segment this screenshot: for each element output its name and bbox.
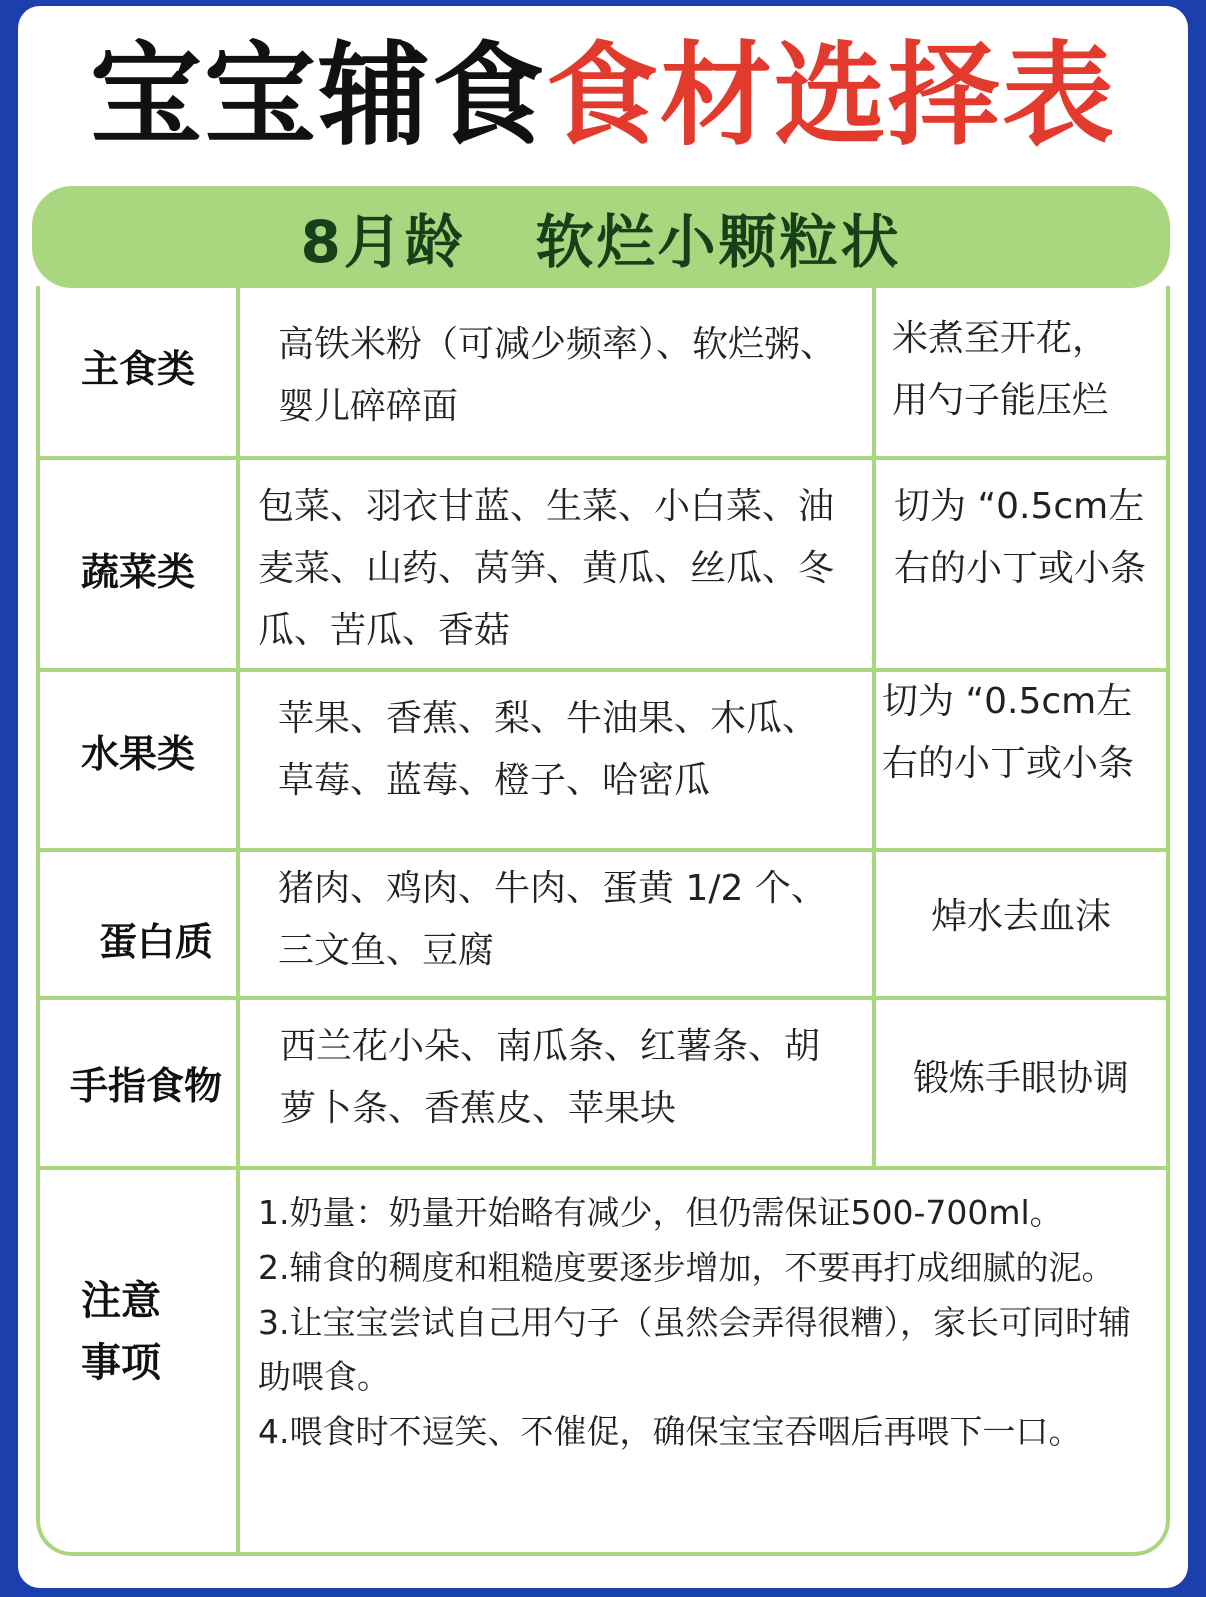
category-notes: 注意事项 <box>81 1278 161 1386</box>
food-table <box>36 286 1170 1556</box>
foods-staple: 高铁米粉（可减少频率）、软烂粥、婴儿碎碎面 <box>278 324 837 427</box>
category-fruits: 水果类 <box>80 732 195 776</box>
note-item: 3.让宝宝尝试自己用勺子（虽然会弄得很糟），家长可同时辅助喂食。 <box>258 1302 1131 1397</box>
note-item: 1.奶量：奶量开始略有减少，但仍需保证500-700ml。 <box>258 1193 1063 1232</box>
tip-finger-food: 锻炼手眼协调 <box>912 1058 1129 1099</box>
title-black: 宝宝辅食 <box>90 31 546 161</box>
category-protein: 蛋白质 <box>98 920 213 964</box>
foods-finger-food: 西兰花小朵、南瓜条、红薯条、胡萝卜条、香蕉皮、苹果块 <box>280 1026 821 1129</box>
tip-protein: 焯水去血沫 <box>930 896 1111 937</box>
age-banner <box>32 186 1170 288</box>
divider-row-4 <box>40 996 1166 1000</box>
foods-protein: 猪肉、鸡肉、牛肉、蛋黄 1/2 个、三文鱼、豆腐 <box>278 868 827 971</box>
divider-col-2 <box>872 286 876 1166</box>
divider-row-5 <box>40 1166 1166 1170</box>
divider-row-1 <box>40 456 1166 460</box>
category-vegetables: 蔬菜类 <box>80 550 195 594</box>
category-finger-food: 手指食物 <box>69 1064 222 1108</box>
note-item: 2.辅食的稠度和粗糙度要逐步增加，不要再打成细腻的泥。 <box>258 1247 1115 1287</box>
foods-fruits: 苹果、香蕉、梨、牛油果、木瓜、草莓、蓝莓、橙子、哈密瓜 <box>278 698 819 801</box>
title-red: 食材选择表 <box>546 31 1116 161</box>
tip-staple: 米煮至开花，用勺子能压烂 <box>892 318 1109 421</box>
category-staple: 主食类 <box>80 347 195 391</box>
tip-fruits: 切为 “0.5cm左右的小丁或小条 <box>882 681 1135 784</box>
notes-list <box>258 1186 1138 1460</box>
divider-row-3 <box>40 848 1166 852</box>
tip-vegetables: 切为 “0.5cm左右的小丁或小条 <box>894 486 1147 589</box>
recipe-card <box>18 6 1188 1588</box>
foods-vegetables: 包菜、羽衣甘蓝、生菜、小白菜、油麦菜、山药、莴笋、黄瓜、丝瓜、冬瓜、苦瓜、香菇 <box>258 486 835 651</box>
page-title <box>18 32 1188 161</box>
age-banner-text: 8月龄 软烂小颗粒状 <box>300 208 902 276</box>
note-item: 4.喂食时不逗笑、不催促，确保宝宝吞咽后再喂下一口。 <box>258 1412 1082 1452</box>
